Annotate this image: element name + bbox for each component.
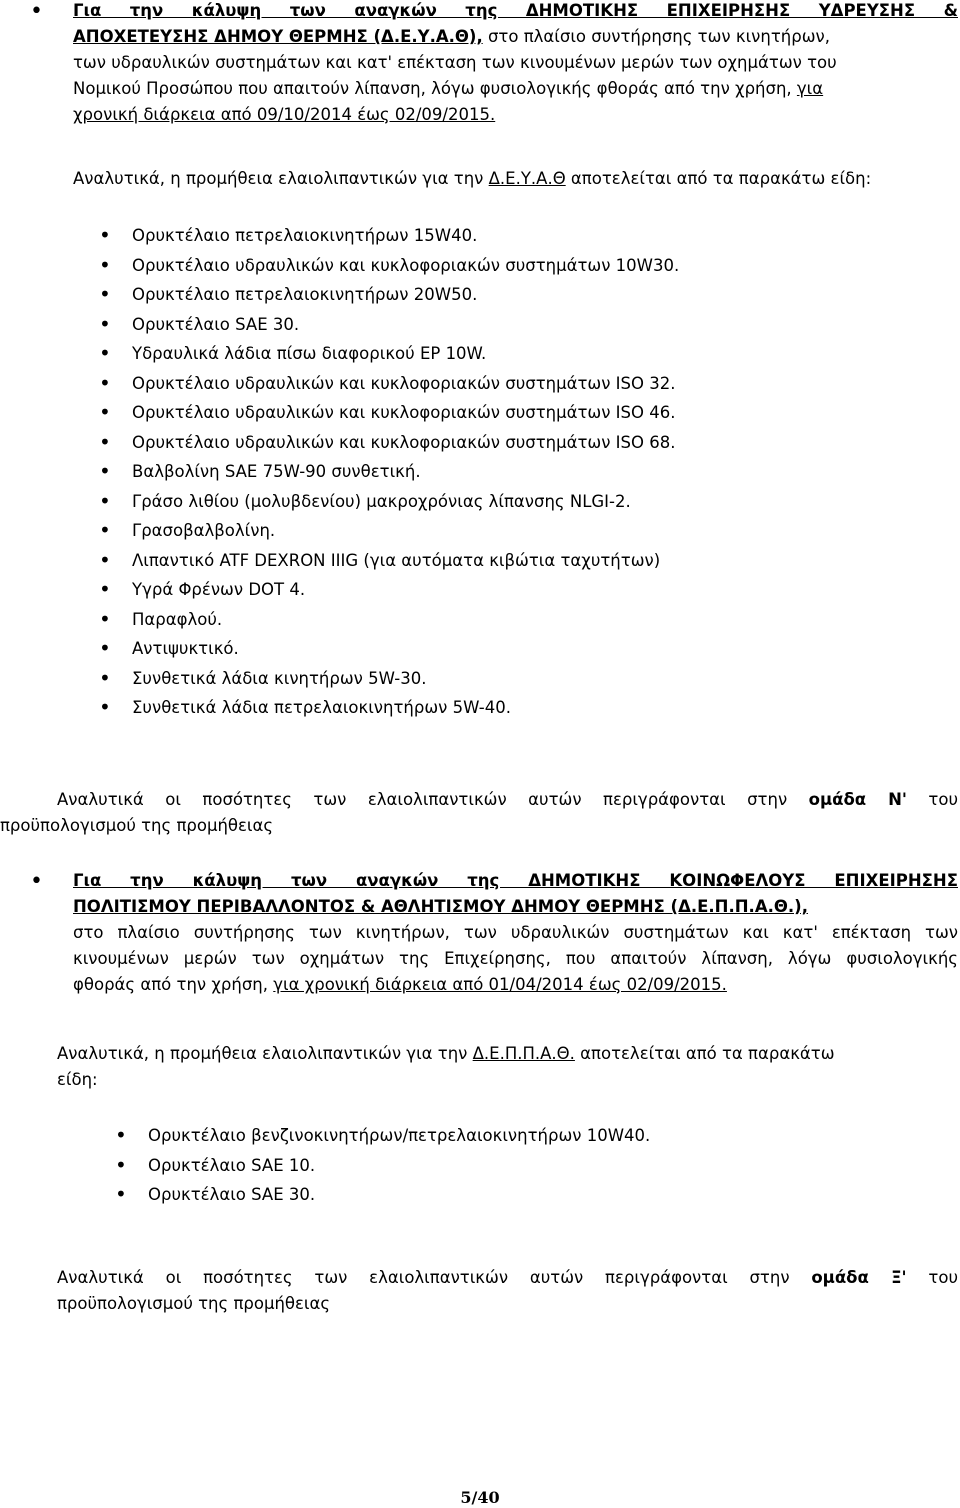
list-item-text: Υδραυλικά λάδια πίσω διαφορικού EP 10W. [132, 344, 487, 363]
list-item [99, 634, 679, 664]
list-item [99, 369, 679, 399]
section2-group-label: ομάδα Ξ' [811, 1268, 907, 1287]
section2-item-list [115, 1121, 651, 1210]
section2-intro-line2: είδη: [57, 1070, 98, 1089]
section1-heading-line2: ΑΠΟΧΕΤΕΥΣΗΣ ΔΗΜΟΥ ΘΕΡΜΗΣ (Δ.Ε.Υ.Α.Θ), [73, 27, 483, 46]
section1-heading-line1: Για την κάλυψη των αναγκών της ΔΗΜΟΤΙΚΗΣ ΕΠΙΧΕΙΡΗΣΗΣ ΥΔΡΕΥΣΗΣ & [73, 1, 958, 20]
section1-body-line4: Νομικού Προσώπου που απαιτούν λίπανση, λόγω φυσιολογικής φθοράς από την χρήση, [73, 79, 797, 98]
bullet-icon: • [99, 370, 111, 395]
section2-period: για χρονική διάρκεια από 01/04/2014 έως 02/09/2015. [273, 975, 727, 994]
bullet-icon: • [99, 400, 111, 424]
bullet-icon: • [99, 223, 111, 247]
section1-body-line3: των υδραυλικών συστημάτων και κατ' επέκταση των κινουμένων μερών των οχημάτων του [73, 53, 837, 72]
list-item [99, 605, 679, 635]
section2-body-line3: στο πλαίσιο συντήρησης των κινητήρων, των υδραυλικών συστημάτων και κατ' επέκταση των [73, 923, 958, 942]
section2-heading-line1: Για την κάλυψη των αναγκών της ΔΗΜΟΤΙΚΗΣ ΚΟΙΝΩΦΕΛΟΥΣ ΕΠΙΧΕΙΡΗΣΗΣ [73, 871, 958, 890]
list-item-text: Λιπαντικό ATF DEXRON IIIG (για αυτόματα κιβώτια ταχυτήτων) [132, 550, 661, 570]
list-item [115, 1151, 650, 1181]
section1-period: χρονική διάρκεια από 09/10/2014 έως 02/09/2015. [73, 105, 496, 124]
bullet-icon: • [99, 459, 111, 483]
section2-heading-line2: ΠΟΛΙΤΙΣΜΟΥ ΠΕΡΙΒΑΛΛΟΝΤΟΣ & ΑΘΛΗΤΙΣΜΟΥ ΔΗΜΟΥ ΘΕΡΜΗΣ (Δ.Ε.Π.Π.Α.Θ.), [73, 897, 808, 916]
list-item-text: Υγρά Φρένων DOT 4. [132, 580, 306, 599]
section1-qty-text: Αναλυτικά οι ποσότητες των ελαιολιπαντικών αυτών περιγράφονται στην [57, 790, 809, 809]
list-item [115, 1180, 650, 1210]
list-item-text: Ορυκτέλαιο βενζινοκινητήρων/πετρελαιοκινητήρων 10W40. [148, 1126, 651, 1145]
list-item [99, 428, 679, 458]
section1-intro-text: Αναλυτικά, η προμήθεια ελαιολιπαντικών για την [73, 169, 489, 188]
list-item-text: Συνθετικά λάδια πετρελαιοκινητήρων 5W-40. [132, 698, 511, 717]
list-item [99, 339, 679, 369]
section2-body-line5: φθοράς από την χρήση, [73, 975, 274, 994]
bullet-icon: • [99, 429, 111, 454]
section1-paragraph [73, 0, 958, 128]
list-item-text: Ορυκτέλαιο SAE 30. [148, 1185, 316, 1204]
section2-qty-after: του [906, 1268, 958, 1287]
section2-paragraph [73, 868, 958, 998]
list-item [99, 280, 679, 310]
section2-qty-text: Αναλυτικά οι ποσότητες των ελαιολιπαντικών αυτών περιγράφονται στην [57, 1268, 812, 1287]
bullet-icon: • [99, 636, 111, 660]
list-item [99, 664, 679, 694]
section2-intro [57, 1041, 958, 1093]
section2-org-acronym: Δ.Ε.Π.Π.Α.Θ. [472, 1044, 575, 1063]
section1-qty-line2: προϋπολογισμού της προμήθειας [0, 816, 274, 835]
bullet-icon: • [99, 311, 111, 336]
list-item [115, 1121, 651, 1151]
list-item-text: Βαλβολίνη SAE 75W-90 συνθετική. [132, 462, 421, 481]
section1-item-list [99, 221, 680, 723]
bullet-icon: • [115, 1152, 127, 1177]
section1-quantities [57, 787, 958, 813]
list-item-text: Γράσο λιθίου (μολυβδενίου) μακροχρόνιας λίπανσης NLGI-2. [132, 491, 631, 511]
list-item-text: Ορυκτέλαιο υδραυλικών και κυκλοφοριακών συστημάτων ISO 46. [132, 403, 676, 422]
bullet-icon: • [99, 341, 111, 365]
list-item [99, 457, 679, 487]
list-item [99, 516, 679, 546]
bullet-icon: • [115, 1182, 127, 1206]
list-item [99, 251, 680, 281]
section1-group-label: ομάδα Ν' [808, 790, 907, 809]
bullet-icon: • [99, 577, 111, 601]
bullet-icon: • [99, 665, 111, 690]
bullet-icon: • [99, 547, 111, 572]
bullet-icon: • [99, 488, 111, 513]
list-item-text: Ορυκτέλαιο πετρελαιοκινητήρων 20W50. [132, 285, 478, 304]
section1-bullet: • [30, 0, 43, 24]
bullet-icon: • [99, 252, 111, 277]
section1-intro [73, 166, 958, 192]
section2-bullet: • [30, 869, 43, 894]
list-item-text: Ορυκτέλαιο SAE 10. [148, 1155, 316, 1175]
bullet-icon: • [115, 1123, 127, 1147]
list-item-text: Ορυκτέλαιο πετρελαιοκινητήρων 15W40. [132, 226, 478, 245]
list-item [99, 693, 679, 723]
list-item-text: Ορυκτέλαιο υδραυλικών και κυκλοφοριακών συστημάτων ISO 68. [132, 432, 676, 452]
bullet-icon: • [99, 282, 111, 306]
section1-period-start: για [796, 79, 824, 98]
list-item [99, 221, 679, 251]
section1-body-line2: στο πλαίσιο συντήρησης των κινητήρων, [482, 27, 830, 46]
list-item-text: Ορυκτέλαιο υδραυλικών και κυκλοφοριακών συστημάτων ISO 32. [132, 373, 676, 393]
list-item-text: Γρασοβαλβολίνη. [132, 521, 276, 540]
section2-intro-text: Αναλυτικά, η προμήθεια ελαιολιπαντικών για την [57, 1044, 473, 1063]
section2-body-line4: κινουμένων μερών των οχημάτων της Επιχείρησης, που απαιτούν λίπανση, λόγω φυσιολογικής [73, 949, 958, 968]
list-item [99, 310, 679, 340]
section1-qty-after: του [906, 790, 958, 809]
list-item [99, 487, 679, 517]
list-item-text: Ορυκτέλαιο SAE 30. [132, 314, 300, 334]
section2-intro-rest: αποτελείται από τα παρακάτω [574, 1044, 835, 1063]
bullet-icon: • [99, 606, 111, 631]
list-item [99, 546, 679, 576]
list-item-text: Συνθετικά λάδια κινητήρων 5W-30. [132, 668, 427, 688]
section2-qty-line2: προϋπολογισμού της προμήθειας [57, 1294, 331, 1313]
section1-intro-rest: αποτελείται από τα παρακάτω είδη: [565, 169, 872, 188]
list-item [99, 398, 679, 428]
list-item-text: Ορυκτέλαιο υδραυλικών και κυκλοφοριακών συστημάτων 10W30. [132, 255, 680, 275]
section1-quantities-line2-wrap [0, 813, 958, 839]
bullet-icon: • [99, 695, 111, 719]
page-number: 5/40 [460, 1488, 500, 1507]
list-item-text: Παραφλού. [132, 609, 223, 629]
list-item [99, 575, 679, 605]
section1-org-acronym: Δ.Ε.Υ.Α.Θ [488, 169, 566, 188]
list-item-text: Αντιψυκτικό. [132, 639, 239, 658]
section2-quantities [57, 1265, 958, 1317]
bullet-icon: • [99, 518, 111, 542]
